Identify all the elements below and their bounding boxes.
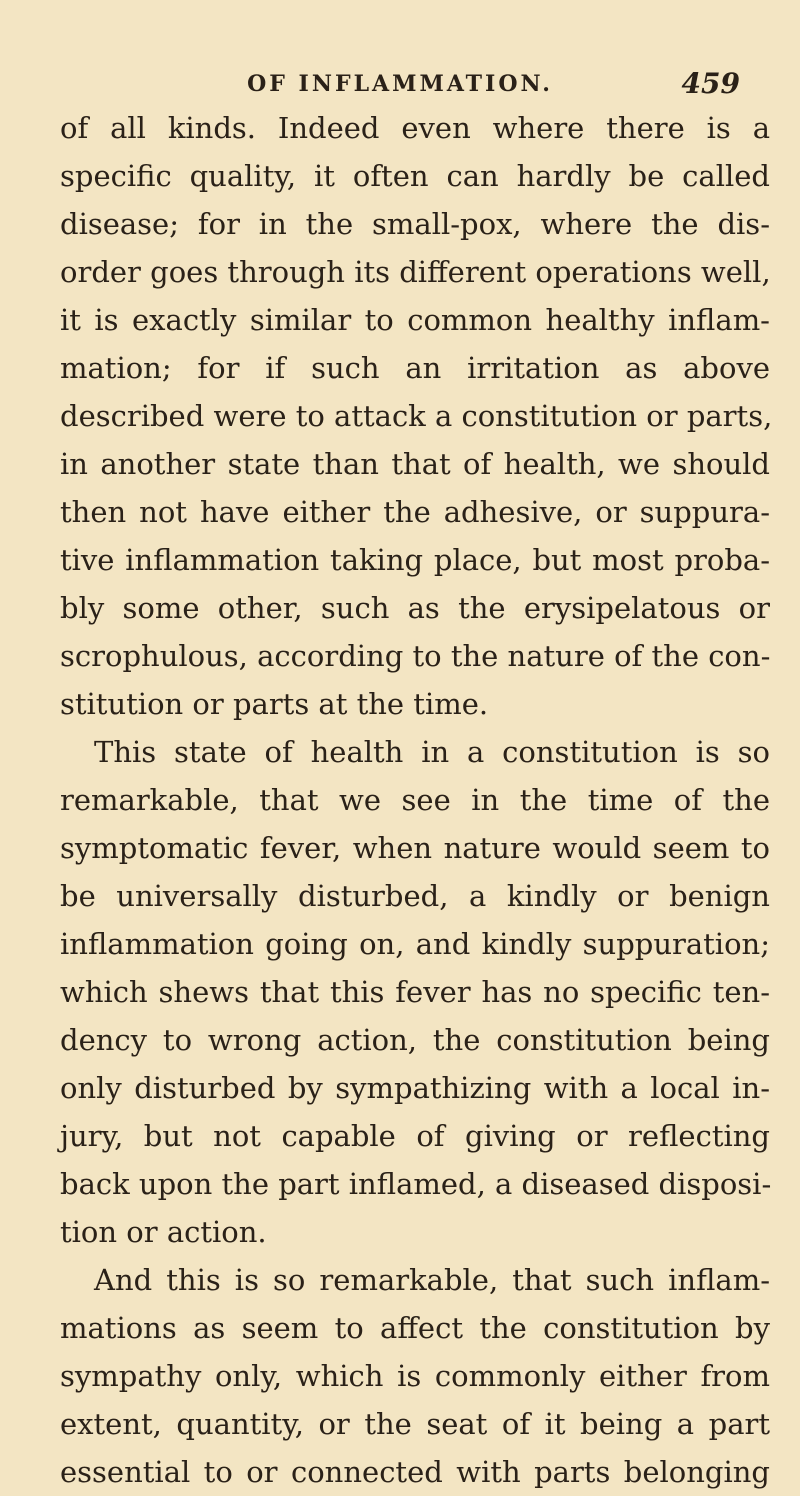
body-text	[60, 104, 773, 1496]
text-line: remarkable, that we see in the time of the	[60, 783, 770, 817]
text-line: inflammation going on, and kindly suppuration;	[60, 927, 770, 961]
text-line: scrophulous, according to the nature of the con-	[60, 639, 771, 673]
text-line: be universally disturbed, a kindly or benign	[60, 879, 770, 913]
running-title: OF INFLAMMATION.	[247, 71, 553, 97]
text-line: only disturbed by sympathizing with a local in-	[60, 1071, 770, 1105]
text-line: specific quality, it often can hardly be called	[60, 159, 770, 193]
text-line: jury, but not capable of giving or reflecting	[60, 1119, 770, 1153]
text-line: which shews that this fever has no specific ten-	[60, 975, 770, 1009]
text-line: disease; for in the small-pox, where the dis-	[60, 207, 770, 241]
text-line: sympathy only, which is commonly either from	[60, 1359, 770, 1393]
text-line: of all kinds. Indeed even where there is a	[60, 111, 770, 145]
text-line: then not have either the adhesive, or suppura-	[60, 495, 770, 529]
text-line: order goes through its different operations well,	[60, 255, 771, 289]
text-line: dency to wrong action, the constitution being	[60, 1023, 770, 1057]
text-line: extent, quantity, or the seat of it being a part	[60, 1407, 770, 1441]
page-number: 459	[681, 67, 740, 100]
text-line: back upon the part inflamed, a diseased disposi-	[60, 1167, 772, 1201]
text-line: stitution or parts at the time.	[60, 687, 489, 721]
text-line: mation; for if such an irritation as above	[60, 351, 770, 385]
text-line: it is exactly similar to common healthy inflam-	[60, 303, 770, 337]
text-line: tion or action.	[60, 1215, 267, 1249]
text-line: bly some other, such as the erysipelatous or	[60, 591, 770, 625]
text-line: tive inflammation taking place, but most proba-	[60, 543, 770, 577]
text-line: symptomatic fever, when nature would seem to	[60, 831, 770, 865]
text-line: described were to attack a constitution or parts,	[60, 399, 773, 433]
paragraph-first-line: And this is so remarkable, that such inflam-	[94, 1263, 770, 1297]
paragraph-first-line: This state of health in a constitution is so	[94, 735, 770, 769]
text-line: mations as seem to affect the constitution by	[60, 1311, 770, 1345]
text-line: essential to or connected with parts belonging	[60, 1455, 770, 1489]
text-line: in another state than that of health, we should	[60, 447, 770, 481]
running-head	[60, 64, 740, 104]
